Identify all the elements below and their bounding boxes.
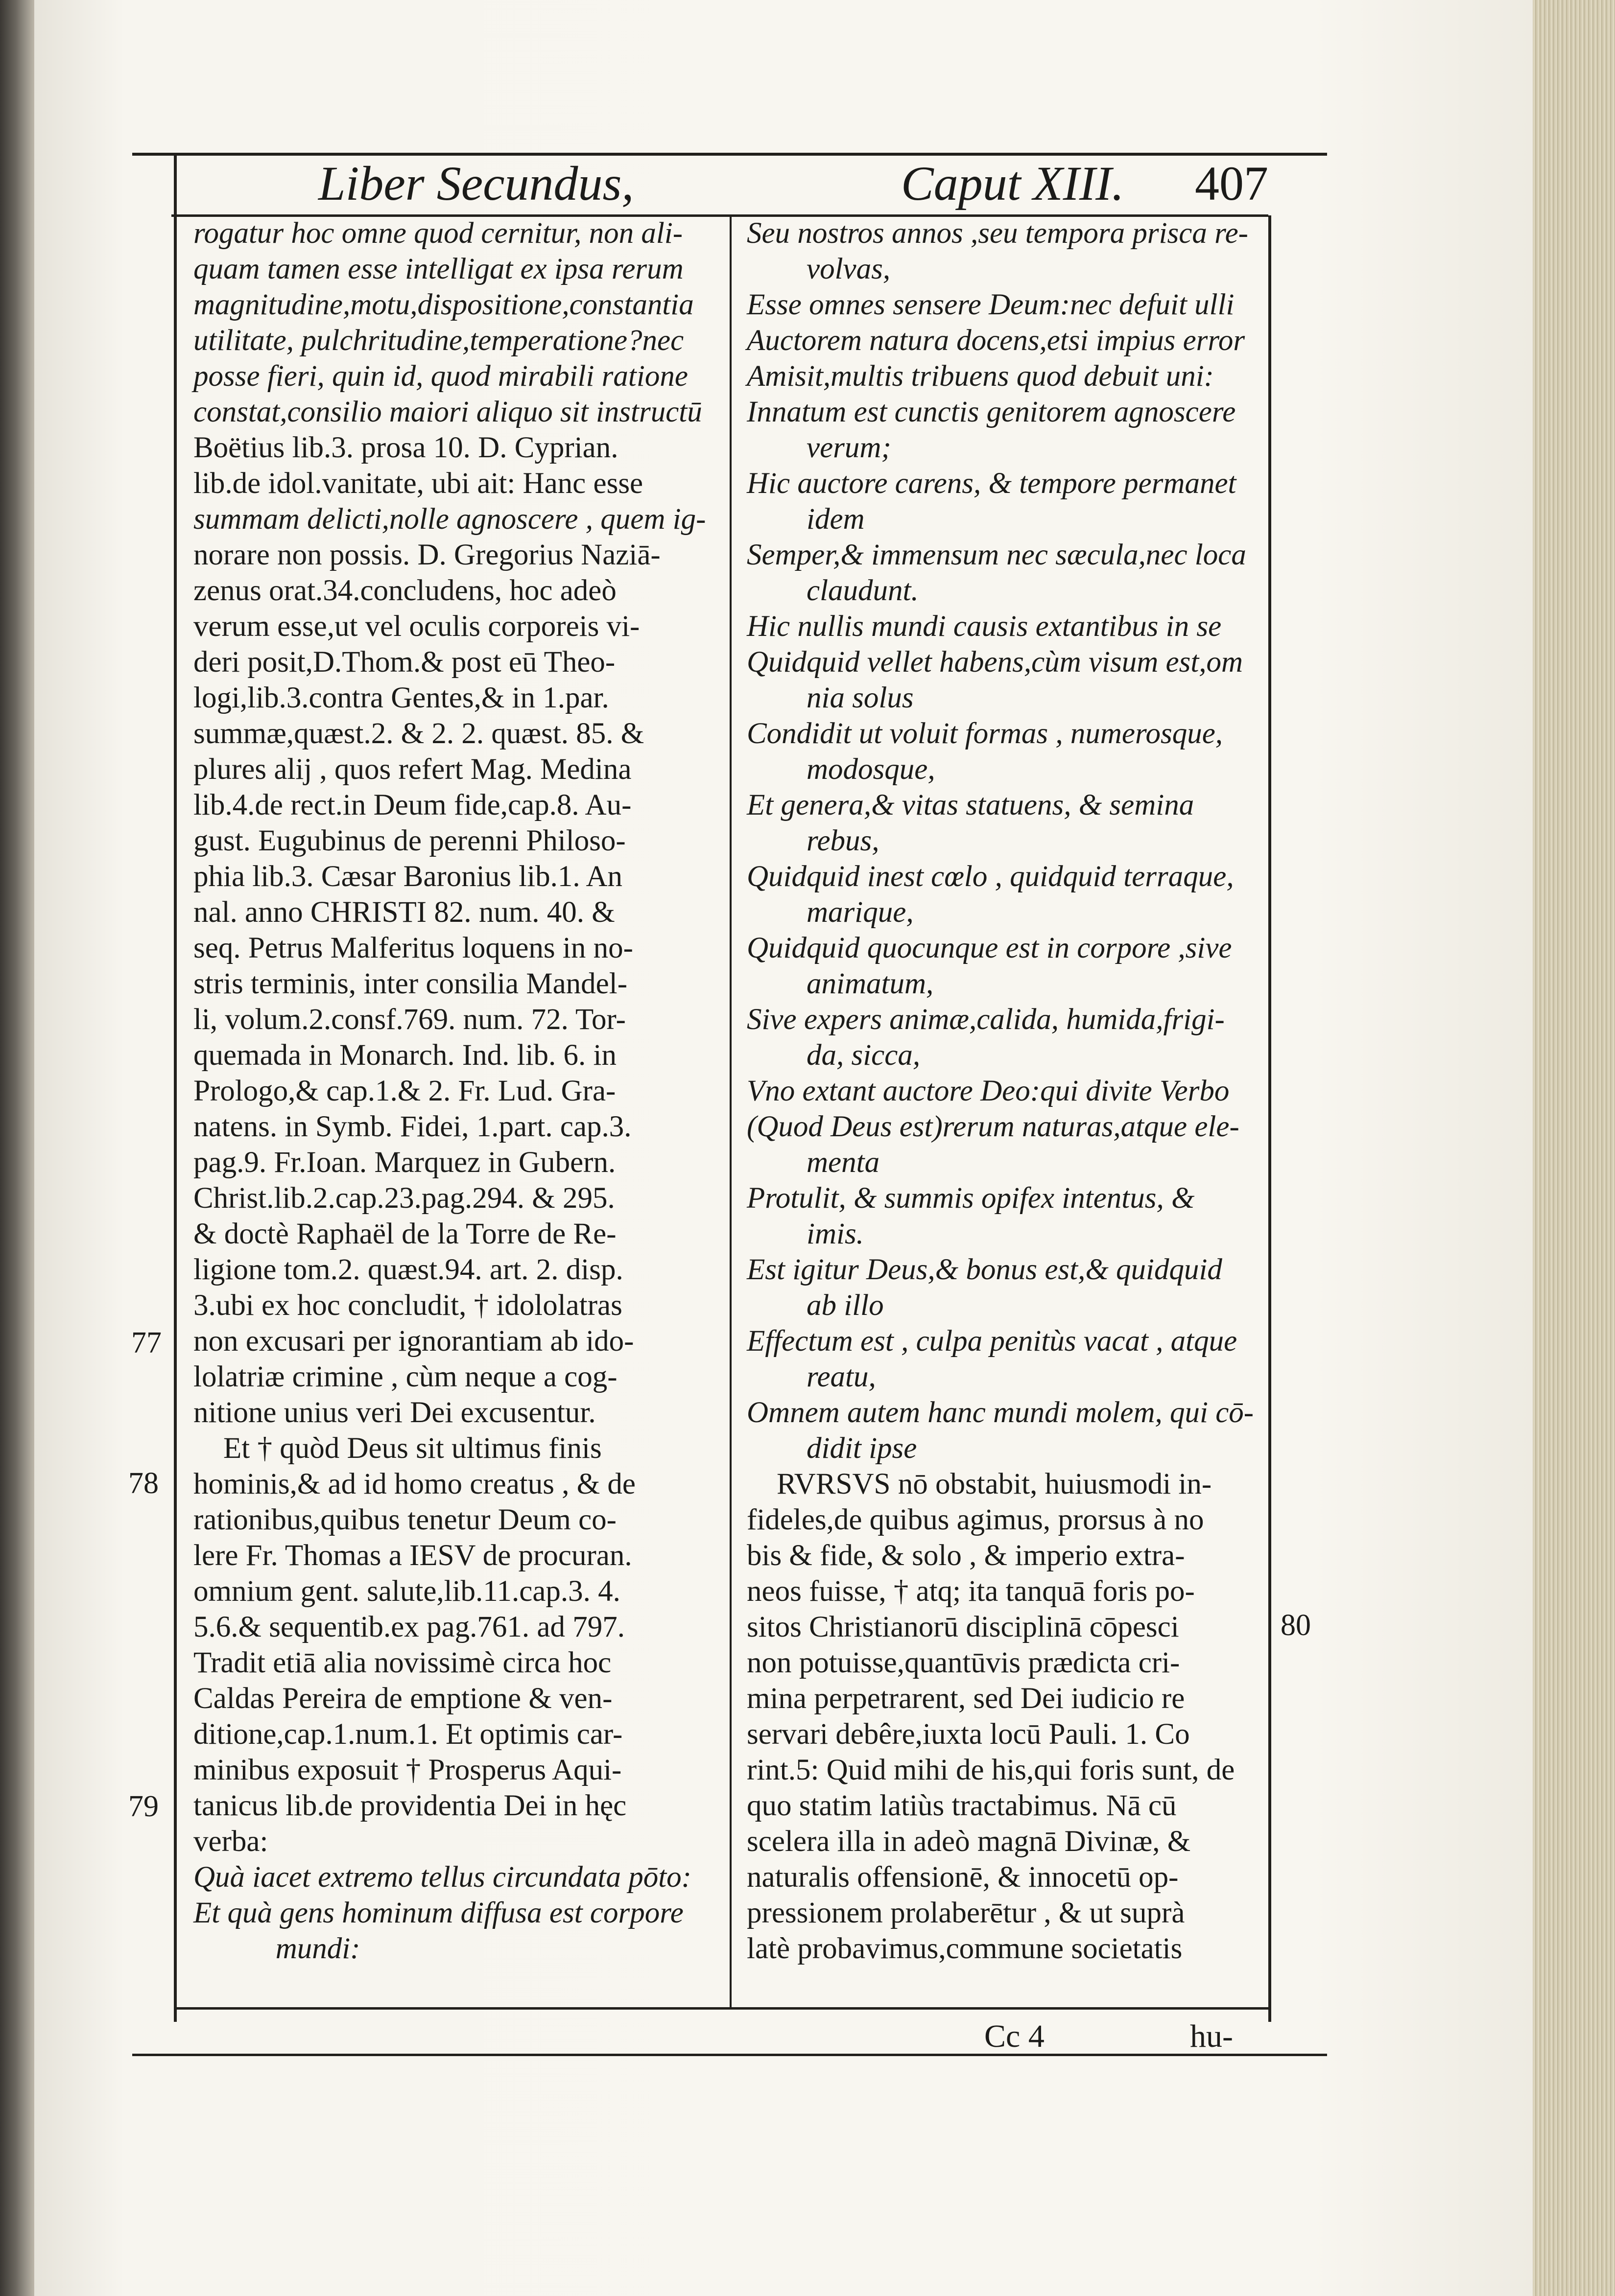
- text-line: latè probavimus,commune societatis: [747, 1932, 1183, 1965]
- text-line: quo statim latiùs tractabimus. Nā cū: [747, 1789, 1177, 1822]
- text-line: idem: [747, 503, 865, 536]
- text-line: Prologo,& cap.1.& 2. Fr. Lud. Gra-: [193, 1075, 616, 1107]
- text-line: rint.5: Quid mihi de his,qui foris sunt, de: [747, 1754, 1235, 1786]
- margin-number-79: 79: [128, 1790, 159, 1823]
- text-line: rogatur hoc omne quod cernitur, non ali-: [193, 217, 683, 250]
- text-line: posse fieri, quin id, quod mirabili ratione: [193, 360, 688, 393]
- text-line: ditione,cap.1.num.1. Et optimis car-: [193, 1718, 623, 1751]
- text-line: Boëtius lib.3. prosa 10. D. Cyprian.: [193, 431, 618, 464]
- text-line: nal. anno CHRISTI 82. num. 40. &: [193, 896, 615, 929]
- text-line: summam delicti,nolle agnoscere , quem ig-: [193, 503, 706, 536]
- text-line: Effectum est , culpa penitùs vacat , atque: [747, 1325, 1237, 1358]
- running-header: [176, 147, 1303, 220]
- text-line: nia solus: [747, 681, 914, 714]
- outer-bottom-rule: [132, 2054, 1327, 2056]
- text-line: norare non possis. D. Gregorius Naziā-: [193, 539, 661, 571]
- text-line: pag.9. Fr.Ioan. Marquez in Gubern.: [193, 1146, 616, 1179]
- text-line: ab illo: [747, 1289, 884, 1322]
- right-frame-rule: [1268, 215, 1271, 2022]
- text-line: rebus,: [747, 824, 879, 857]
- text-line: animatum,: [747, 967, 934, 1000]
- text-line: nitione unius veri Dei excusentur.: [193, 1396, 596, 1429]
- signature-mark: Cc 4: [984, 2018, 1045, 2054]
- text-line: constat,consilio maiori aliquo sit instructū: [193, 396, 702, 428]
- catchword: hu-: [1190, 2018, 1233, 2054]
- text-line: ligione tom.2. quæst.94. art. 2. disp.: [193, 1253, 623, 1286]
- text-line: sitos Christianorū disciplinā cōpesci: [747, 1611, 1179, 1643]
- text-line: servari debêre,iuxta locū Pauli. 1. Co: [747, 1718, 1190, 1751]
- text-line: scelera illa in adeò magnā Divinæ, &: [747, 1825, 1191, 1858]
- text-line: Quà iacet extremo tellus circundata pōto:: [193, 1861, 691, 1894]
- text-line: non potuisse,quantūvis prædicta cri-: [747, 1646, 1180, 1679]
- text-line: hominis,& ad id homo creatus , & de: [193, 1468, 636, 1500]
- text-line: lib.4.de rect.in Deum fide,cap.8. Au-: [193, 789, 632, 821]
- text-line: zenus orat.34.concludens, hoc adeò: [193, 574, 617, 607]
- margin-number-80: 80: [1281, 1609, 1311, 1642]
- text-line: da, sicca,: [747, 1039, 921, 1072]
- text-line: mundi:: [193, 1932, 360, 1965]
- column-divider-rule: [730, 215, 732, 2007]
- page-fore-edge: [1533, 0, 1615, 2296]
- page-number: 407: [1195, 156, 1268, 211]
- text-line: Esse omnes sensere Deum:nec defuit ulli: [747, 288, 1235, 321]
- text-line: Condidit ut voluit formas , numerosque,: [747, 717, 1223, 750]
- text-line: Quidquid inest cœlo , quidquid terraque,: [747, 860, 1234, 893]
- text-line: didit ipse: [747, 1432, 917, 1465]
- text-line: RVRSVS nō obstabit, huiusmodi in-: [747, 1468, 1212, 1500]
- text-line: fideles,de quibus agimus, prorsus à no: [747, 1503, 1204, 1536]
- text-line: deri posit,D.Thom.& post eū Theo-: [193, 646, 616, 679]
- text-line: Hic nullis mundi causis extantibus in se: [747, 610, 1222, 643]
- text-line: Quidquid quocunque est in corpore ,sive: [747, 932, 1232, 964]
- text-line: logi,lib.3.contra Gentes,& in 1.par.: [193, 681, 609, 714]
- text-line: Seu nostros annos ,seu tempora prisca re-: [747, 217, 1248, 250]
- text-line: menta: [747, 1146, 880, 1179]
- text-line: Amisit,multis tribuens quod debuit uni:: [747, 360, 1214, 393]
- text-line: Caldas Pereira de emptione & ven-: [193, 1682, 613, 1715]
- text-line: tanicus lib.de providentia Dei in hęc: [193, 1789, 627, 1822]
- text-line: natens. in Symb. Fidei, 1.part. cap.3.: [193, 1110, 632, 1143]
- text-line: claudunt.: [747, 574, 919, 607]
- text-line: Protulit, & summis opifex intentus, &: [747, 1182, 1195, 1215]
- text-line: modosque,: [747, 753, 935, 786]
- text-line: non excusari per ignorantiam ab ido-: [193, 1325, 634, 1358]
- book-gutter: [0, 0, 34, 2296]
- text-line: minibus exposuit † Prosperus Aqui-: [193, 1754, 622, 1786]
- text-line: li, volum.2.consf.769. num. 72. Tor-: [193, 1003, 626, 1036]
- text-line: verum esse,ut vel oculis corporeis vi-: [193, 610, 640, 643]
- text-line: Et quà gens hominum diffusa est corpore: [193, 1897, 684, 1929]
- text-line: quemada in Monarch. Ind. lib. 6. in: [193, 1039, 617, 1072]
- text-line: 3.ubi ex hoc concludit, † idololatras: [193, 1289, 622, 1322]
- header-book-title: Liber Secundus,: [318, 156, 634, 211]
- text-line: magnitudine,motu,dispositione,constantia: [193, 288, 694, 321]
- text-line: lere Fr. Thomas a IESV de procuran.: [193, 1539, 632, 1572]
- text-line: gust. Eugubinus de perenni Philoso-: [193, 824, 626, 857]
- text-line: seq. Petrus Malferitus loquens in no-: [193, 932, 633, 964]
- left-frame-rule: [174, 154, 177, 2022]
- text-line: (Quod Deus est)rerum naturas,atque ele-: [747, 1110, 1239, 1143]
- text-line: neos fuisse, † atq; ita tanquā foris po-: [747, 1575, 1195, 1608]
- text-line: Omnem autem hanc mundi molem, qui cō-: [747, 1396, 1254, 1429]
- text-line: lolatriæ crimine , cùm neque a cog-: [193, 1360, 618, 1393]
- text-line: Vno extant auctore Deo:qui divite Verbo: [747, 1075, 1230, 1107]
- text-line: Christ.lib.2.cap.23.pag.294. & 295.: [193, 1182, 615, 1215]
- text-line: utilitate, pulchritudine,temperatione?nec: [193, 324, 684, 357]
- text-line: volvas,: [747, 253, 891, 285]
- text-line: reatu,: [747, 1360, 876, 1393]
- text-line: Tradit etiā alia novissimè circa hoc: [193, 1646, 612, 1679]
- text-line: Semper,& immensum nec sæcula,nec loca: [747, 539, 1246, 571]
- left-text-column: [193, 215, 717, 1967]
- text-line: marique,: [747, 896, 914, 929]
- text-line: Et † quòd Deus sit ultimus finis: [193, 1432, 602, 1465]
- text-line: omnium gent. salute,lib.11.cap.3. 4.: [193, 1575, 620, 1608]
- text-line: verum;: [747, 431, 891, 464]
- text-line: naturalis offensionē, & innocetū op-: [747, 1861, 1179, 1894]
- right-text-column: [747, 215, 1254, 1967]
- text-line: bis & fide, & solo , & imperio extra-: [747, 1539, 1185, 1572]
- text-line: pressionem prolaberētur , & ut suprà: [747, 1897, 1185, 1929]
- text-line: 5.6.& sequentib.ex pag.761. ad 797.: [193, 1611, 625, 1643]
- text-line: verba:: [193, 1825, 268, 1858]
- text-line: lib.de idol.vanitate, ubi ait: Hanc esse: [193, 467, 643, 500]
- margin-number-78: 78: [128, 1467, 159, 1500]
- text-line: Et genera,& vitas statuens, & semina: [747, 789, 1194, 821]
- text-line: & doctè Raphaël de la Torre de Re-: [193, 1218, 617, 1250]
- text-line: Hic auctore carens, & tempore permanet: [747, 467, 1236, 500]
- header-chapter-title: Caput XIII.: [901, 156, 1124, 211]
- text-line: plures alij , quos refert Mag. Medina: [193, 753, 632, 786]
- text-line: rationibus,quibus tenetur Deum co-: [193, 1503, 617, 1536]
- text-line: mina perpetrarent, sed Dei iudicio re: [747, 1682, 1185, 1715]
- margin-number-77: 77: [131, 1326, 162, 1359]
- text-line: Est igitur Deus,& bonus est,& quidquid: [747, 1253, 1222, 1286]
- bottom-rule: [174, 2007, 1271, 2010]
- text-line: Auctorem natura docens,etsi impius error: [747, 324, 1245, 357]
- text-line: Quidquid vellet habens,cùm visum est,om: [747, 646, 1243, 679]
- text-line: summæ,quæst.2. & 2. 2. quæst. 85. &: [193, 717, 644, 750]
- text-line: imis.: [747, 1218, 864, 1250]
- text-line: stris terminis, inter consilia Mandel-: [193, 967, 628, 1000]
- text-line: phia lib.3. Cæsar Baronius lib.1. An: [193, 860, 623, 893]
- text-line: Innatum est cunctis genitorem agnoscere: [747, 396, 1236, 428]
- text-line: quam tamen esse intelligat ex ipsa rerum: [193, 253, 684, 285]
- text-line: Sive expers animæ,calida, humida,frigi-: [747, 1003, 1225, 1036]
